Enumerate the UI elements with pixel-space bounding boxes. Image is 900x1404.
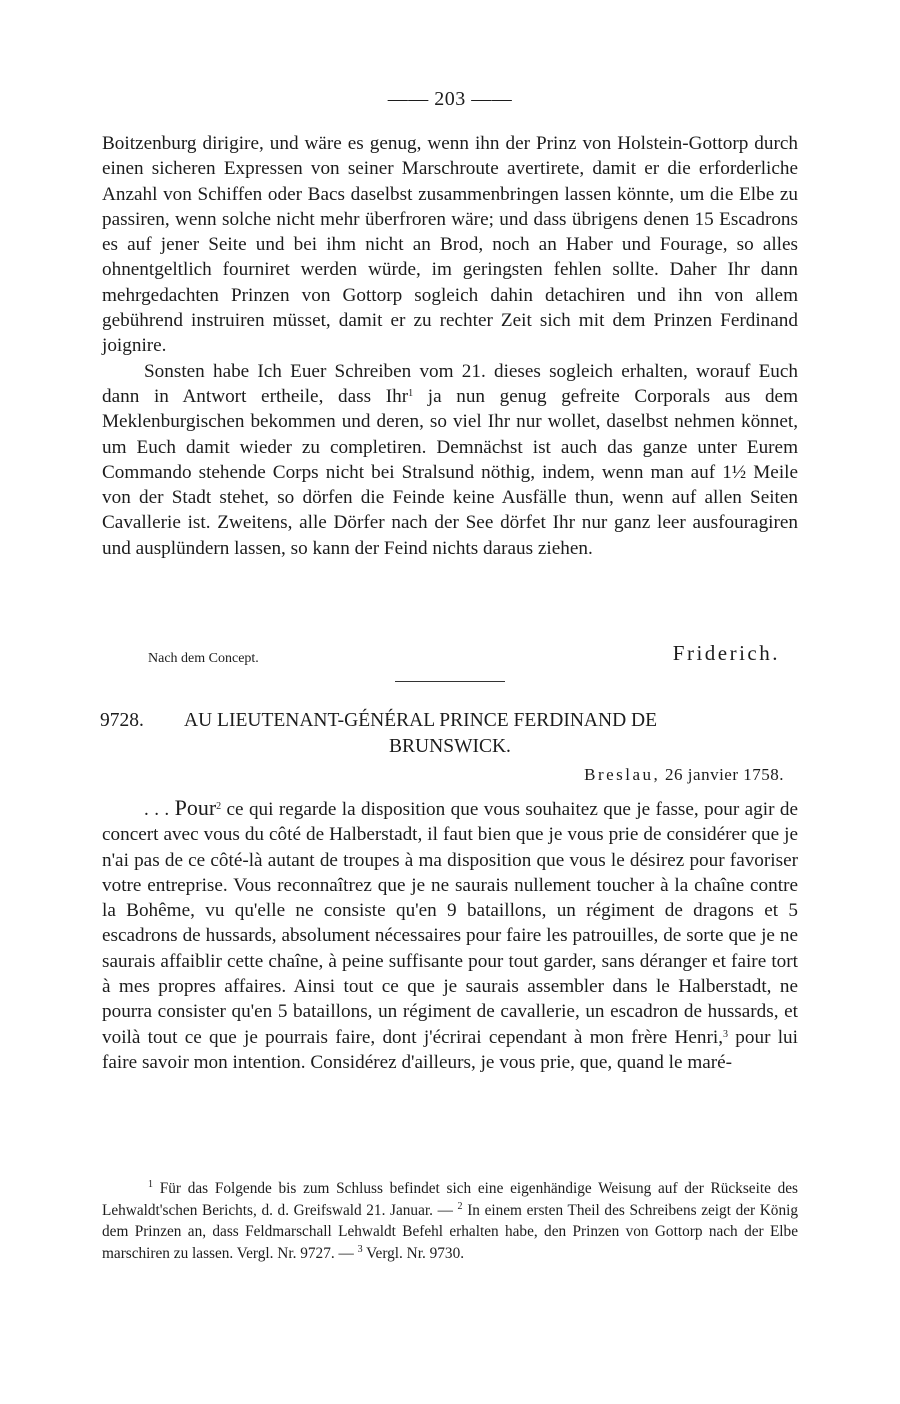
dateline <box>584 765 784 785</box>
footnote-mark-2: 2 <box>457 1200 463 1212</box>
section-divider <box>395 681 505 682</box>
letter2-ellipsis: . . . <box>144 799 175 820</box>
letter2-paragraph-1 <box>102 795 798 1075</box>
letter-title-line-1: AU LIEUTENANT-GÉNÉRAL PRINCE FERDINAND DE <box>184 710 658 731</box>
dateline-date: 26 janvier 1758. <box>660 765 784 784</box>
letter-number: 9728. <box>100 710 144 731</box>
page-number: —— 203 —— <box>387 88 513 110</box>
letter1-paragraph-2-part-b: ja nun genug gefreite Corporals aus dem Meklenburgischen bekommen und deren, so viel Ihr nur wollet, daselbst nehmen könnet, um Euch damit wieder zu completiren. Demnächst ist auch das ganze unter Eurem Commando stehende Corps nicht bei Stralsund nöthig, indem, wenn man auf 1½ Meile von der Stadt stehet, so dörfen die Feinde keine Ausfälle thun, wenn auf allen Seiten Cavallerie ist. Zweitens, alle Dörfer nach der See dörfet Ihr nur ganz leer ausfouragiren und ausplündern lassen, so kann der Feind nichts daraus ziehen. <box>102 385 799 559</box>
footnotes-text <box>102 1178 798 1264</box>
letter-title <box>100 708 800 760</box>
footnote-1: Für das Folgende bis zum Schluss befindet sich eine eigenhändige Weisung auf der Rückseite des Lehwaldt'schen Berichts, d. d. Greifswald 21. Januar. — <box>102 1180 798 1219</box>
footnote-3: Vergl. Nr. 9730. <box>362 1244 465 1262</box>
letter-title-line-2: BRUNSWICK. <box>389 736 511 757</box>
letter1-paragraph-1: Boitzenburg dirigire, und wäre es genug, wenn ihn der Prinz von Holstein-Gottorp durch einen sicheren Expressen von seiner Marschroute avertirete, damit er die erforderliche Anzahl von Schiffen oder Bacs daselbst zusammenbringen lassen könnte, um die Elbe zu passiren, wenn solche nicht mehr überfroren wäre; und dass übrigens denen 15 Escadrons es auf jener Seite und bei ihm nicht an Brod, noch an Haber und Fourage, so alles ohnentgeltlich fourniret werden würde, im geringsten fehlen sollte. Daher Ihr dann mehrgedachten Prinzen von Gottorp sogleich dahin detachiren und ihn von allem gebührend instruiren müsset, damit er zu rechter Zeit sich mit dem Prinzen Ferdinand joignire. <box>102 133 798 357</box>
letter2-body-part-a: ce qui regarde la disposition que vous souhaitez que je fasse, pour agir de concert avec vous du côté de Halberstadt, il faut bien que je vous prie de considérer que je n'ai pas de ce côté-là autant de troupes à ma disposition que vous le désirez pour favoriser votre entreprise. Vous reconnaîtrez que je ne saurais nullement toucher à la chaîne contre la Bohême, vu qu'elle ne consiste qu'en 9 bataillons, un régiment de dragons et 5 escadrons de hussards, absolument nécessaires pour faire les patrouilles, de sorte que je ne saurais affaiblir cette chaîne, à peine suffisante pour tout garder, sans déranger et faire tort à mes propres affaires. Ainsi tout ce que je saurais assembler dans le Halberstadt, ne pourra consister qu'en 5 bataillons, un régiment de cavallerie, un escadron de hussards, et voilà tout ce que je pourrais faire, dont j'écrirai cependant à mon frère Henri, <box>102 799 799 1048</box>
signature: Friderich. <box>672 641 780 665</box>
letter1-paragraph-2-part-a: Sonsten habe Ich Euer Schreiben vom 21. dieses sogleich erhalten, worauf Euch dann in Antwort ertheile, dass Ihr <box>102 360 798 407</box>
dateline-place: Breslau, <box>584 765 661 784</box>
footnote-ref-2: 2 <box>216 801 222 812</box>
footnote-ref-3: 3 <box>723 1028 729 1040</box>
letter1-paragraph-2 <box>102 359 798 561</box>
source-note: Nach dem Concept. <box>148 651 259 666</box>
footnote-mark-3: 3 <box>357 1243 363 1255</box>
letter2-body-part-b: pour lui faire savoir mon intention. Considérez d'ailleurs, je vous prie, que, quand le maré- <box>102 1026 798 1073</box>
signature-row <box>102 641 798 671</box>
letter-9728-body <box>102 795 798 1075</box>
footnotes <box>102 1178 798 1264</box>
footnote-ref-1: 1 <box>408 387 414 399</box>
letter2-initial-word: Pour <box>174 795 217 820</box>
footnote-2: In einem ersten Theil des Schreibens zeigt der König dem Prinzen an, dass Feldmarschall Lehwaldt Befehl erhalten habe, den Prinzen von Gottorp nach der Elbe marschiren zu lassen. Vergl. Nr. 9727. — <box>102 1201 799 1262</box>
footnote-mark-1: 1 <box>148 1179 153 1190</box>
letter-9727-continuation <box>102 131 798 561</box>
